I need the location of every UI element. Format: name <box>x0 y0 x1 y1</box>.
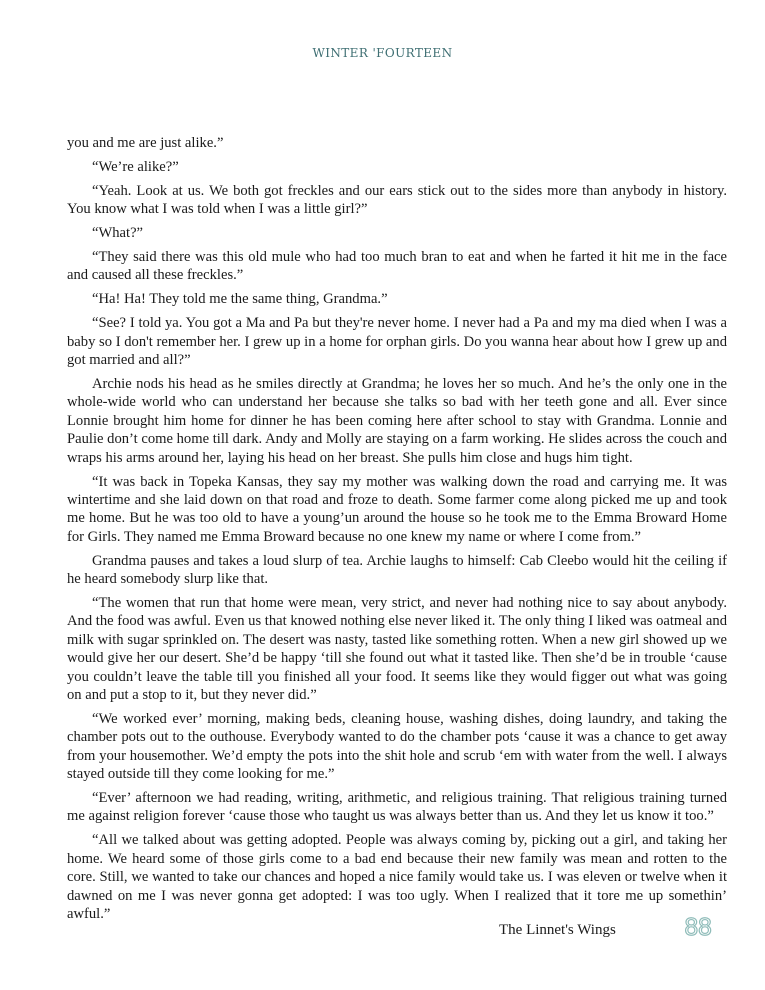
running-header: WINTER 'FOURTEEN <box>312 46 453 60</box>
paragraph: “What?” <box>92 225 144 242</box>
paragraph: “All we talked about was getting adopted. People was always coming by, picking out a girl, and taking her home. We heard some of those girls come to a bad end because their new family was mean and rotten to the core. Still, we wanted to take our chances and hoped a nice family would take us. I was eleven or twelve when it dawned on me I was never gonna get adopted: I was too ugly. When I realized that it tore me up somethin’ awful.” <box>67 832 727 922</box>
paragraph: “We worked ever’ morning, making beds, cleaning house, washing dishes, doing laundry, and taking the chamber pots out to the outhouse. Everybody wanted to do the chamber pots ‘cause it was a chance to get away from your housemother. We’d empty the pots into the shit hole and scrub ‘em with water from the well. I always stayed outside till they come looking for me.” <box>67 710 727 783</box>
paragraph: “They said there was this old mule who had too much bran to eat and when he farted it hit me in the face and caused all these freckles.” <box>67 249 727 284</box>
paragraph: “It was back in Topeka Kansas, they say my mother was walking down the road and carrying me. It was wintertime and she laid down on that road and froze to death. Some farmer come along picked me up and took me home. But he was too old to have a young’un around the house so he took me to the Emma Broward Home for Girls. They named me Emma Broward because no one knew my name or where I come from.” <box>67 473 727 545</box>
paragraph: “Yeah. Look at us. We both got freckles and our ears stick out to the sides more than anybody in history. You know what I was told when I was a little girl?” <box>67 182 727 218</box>
publication-title: The Linnet's Wings <box>499 922 616 938</box>
story-text <box>67 134 727 929</box>
paragraph: Grandma pauses and takes a loud slurp of tea. Archie laughs to himself: Cab Cleebo would hit the ceiling if he heard somebody slurp like that. <box>67 552 727 588</box>
paragraph: Archie nods his head as he smiles directly at Grandma; he loves her so much. And he’s the only one in the whole-wide world who can understand her because she talks so bad with her teeth gone and all. Ever since Lonnie brought him home for dinner he has been coming here after school to stay with Grandma. Lonnie and Paulie don’t come home till dark. Andy and Molly are staying on a farm working. He slides across the couch and wraps his arms around her, laying his head on her breast. She pulls him close and hugs him tight. <box>67 375 727 466</box>
paragraph: you and me are just alike.” <box>67 135 224 151</box>
paragraph: “We’re alike?” <box>92 158 179 175</box>
paragraph: “See? I told ya. You got a Ma and Pa but they're never home. I never had a Pa and my ma died when I was a baby so I don't remember her. I grew up in a home for orphan girls. Do you wanna hear about how I grew up and got married and all?” <box>67 315 727 369</box>
paragraph: “Ever’ afternoon we had reading, writing, arithmetic, and religious training. That religious training turned me against religion forever ‘cause those who taught us was always better than us. And they let us know it too.” <box>67 790 727 825</box>
paragraph: “The women that run that home were mean, very strict, and never had nothing nice to say about anybody. And the food was awful. Even us that knowed nothing else never liked it. The only thing I liked was oatmeal and milk with sugar sprinkled on. The desert was nasty, tasted like something rotten. When a new girl showed up we would give her our desert. She’d be happy ‘till she found out what it tasted like. Then she’d be in trouble ‘cause you couldn’t leave the table till you finished all your food. It seems like they would figger out what was going on and put a stop to it, but they never did.” <box>67 594 727 703</box>
paragraph: “Ha! Ha! They told me the same thing, Grandma.” <box>92 291 388 308</box>
page-number: 88 <box>684 915 712 941</box>
